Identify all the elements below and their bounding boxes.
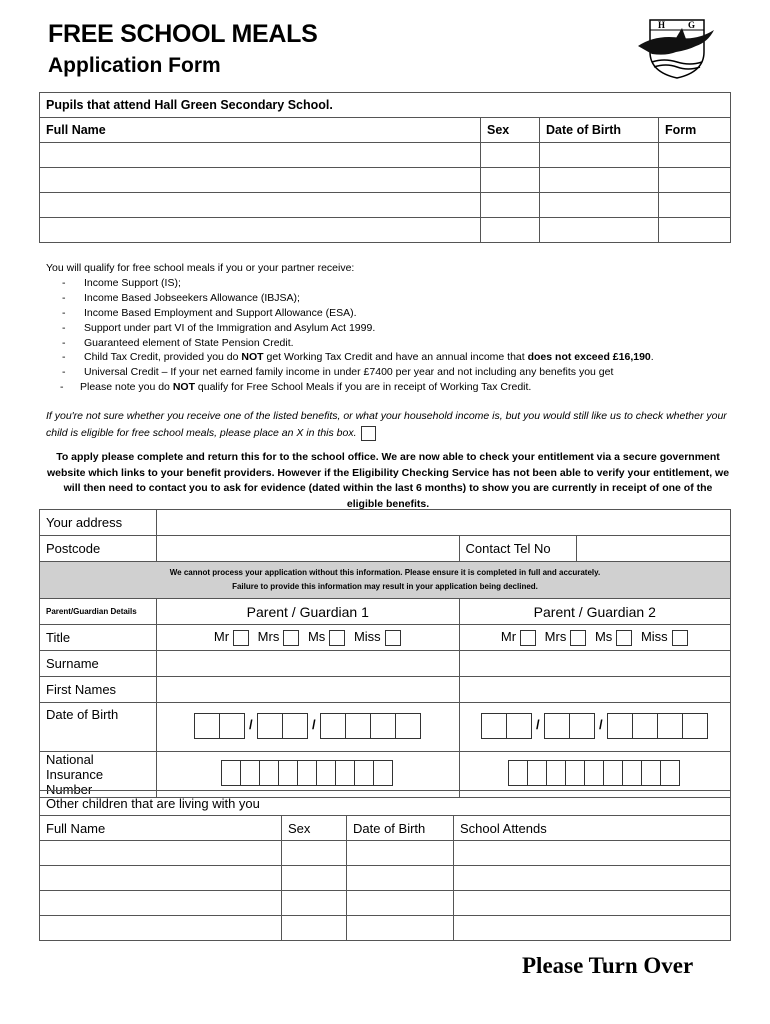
list-item: - Income Support (IS); (62, 276, 181, 289)
col-form: Form (659, 118, 731, 143)
pupil-dob-cell[interactable] (540, 193, 659, 218)
postcode-input[interactable] (157, 536, 460, 562)
table-row (40, 891, 731, 916)
pg1-dob-grid[interactable]: / / (195, 713, 421, 739)
child-dob-cell[interactable] (347, 916, 454, 941)
pg1-ni-grid[interactable] (222, 760, 393, 786)
pg2-ms-checkbox[interactable] (616, 630, 632, 646)
ni-label: National Insurance Number (40, 752, 157, 798)
table-row (40, 143, 731, 168)
pg1-mr-checkbox[interactable] (233, 630, 249, 646)
list-item: - Child Tax Credit, provided you do NOT get Working Tax Credit and have an annual income that does not exceed £16,190. (62, 351, 654, 364)
pg2-surname-input[interactable] (459, 651, 730, 677)
application-form-table (39, 509, 731, 798)
pupils-table (39, 92, 731, 243)
apply-instructions: To apply please complete and return this for to the school office. We are now able to check your entitlement via a secure government website which links to your benefit providers. However if the Eligibility Checking Service has not been able to verify your entitlement, we will then need to contact you to ask for evidence (dated within the last 6 months) to show you are currently in receipt of one of the eligible benefits. (46, 451, 730, 510)
pg-details-label: Parent/Guardian Details (40, 599, 157, 625)
child-sex-cell[interactable] (282, 916, 347, 941)
svg-text:G: G (688, 20, 696, 30)
pg2-mr-checkbox[interactable] (520, 630, 536, 646)
table-row (40, 193, 731, 218)
pg2-first-names-input[interactable] (459, 677, 730, 703)
child-school-cell[interactable] (454, 866, 731, 891)
title-label: Title (40, 625, 157, 651)
pupil-name-cell[interactable] (40, 143, 481, 168)
pg2-mrs-checkbox[interactable] (570, 630, 586, 646)
eligibility-checkbox[interactable] (361, 426, 376, 441)
form-subtitle: Application Form (48, 54, 221, 77)
pupil-form-cell[interactable] (659, 218, 731, 243)
benefits-list (46, 276, 736, 395)
child-col-school: School Attends (454, 816, 731, 841)
children-heading: Other children that are living with you (40, 791, 731, 816)
pg1-title-options: Mr Mrs Ms Miss (157, 625, 460, 651)
table-row (40, 841, 731, 866)
pg2-dob-grid[interactable]: / / (482, 713, 708, 739)
pupil-sex-cell[interactable] (481, 218, 540, 243)
child-name-cell[interactable] (40, 866, 282, 891)
pg1-heading: Parent / Guardian 1 (157, 599, 460, 625)
children-table (39, 790, 731, 941)
pupil-form-cell[interactable] (659, 143, 731, 168)
postcode-label: Postcode (40, 536, 157, 562)
pg1-dob-cell (157, 703, 460, 752)
list-item: - Support under part VI of the Immigration and Asylum Act 1999. (62, 321, 376, 334)
pg1-mrs-checkbox[interactable] (283, 630, 299, 646)
child-school-cell[interactable] (454, 841, 731, 866)
list-item: - Income Based Jobseekers Allowance (IBJSA); (62, 291, 300, 304)
contact-label: Contact Tel No (459, 536, 576, 562)
pupil-name-cell[interactable] (40, 193, 481, 218)
pupil-form-cell[interactable] (659, 168, 731, 193)
pupil-name-cell[interactable] (40, 218, 481, 243)
pupil-sex-cell[interactable] (481, 168, 540, 193)
child-name-cell[interactable] (40, 891, 282, 916)
col-full-name: Full Name (40, 118, 481, 143)
pupil-form-cell[interactable] (659, 193, 731, 218)
svg-text:H: H (658, 20, 666, 30)
pupil-sex-cell[interactable] (481, 143, 540, 168)
list-item: - Universal Credit – If your net earned family income in under £7400 per year and not including any benefits you get (62, 366, 614, 379)
pg2-dob-cell (459, 703, 730, 752)
list-item: - Income Based Employment and Support Allowance (ESA). (62, 306, 357, 319)
list-item: - Please note you do NOT qualify for Free School Meals if you are in receipt of Working Tax Credit. (60, 381, 532, 394)
table-row (40, 866, 731, 891)
table-row (40, 916, 731, 941)
contact-input[interactable] (576, 536, 730, 562)
surname-label: Surname (40, 651, 157, 677)
pg2-title-options: Mr Mrs Ms Miss (459, 625, 730, 651)
child-dob-cell[interactable] (347, 841, 454, 866)
child-col-sex: Sex (282, 816, 347, 841)
pg2-miss-checkbox[interactable] (672, 630, 688, 646)
child-dob-cell[interactable] (347, 891, 454, 916)
pupil-name-cell[interactable] (40, 168, 481, 193)
child-sex-cell[interactable] (282, 891, 347, 916)
col-sex: Sex (481, 118, 540, 143)
address-label: Your address (40, 510, 157, 536)
please-turn-over: Please Turn Over (522, 953, 694, 978)
child-sex-cell[interactable] (282, 866, 347, 891)
pg1-miss-checkbox[interactable] (385, 630, 401, 646)
child-name-cell[interactable] (40, 916, 282, 941)
child-school-cell[interactable] (454, 916, 731, 941)
pupil-dob-cell[interactable] (540, 168, 659, 193)
child-name-cell[interactable] (40, 841, 282, 866)
pg1-ms-checkbox[interactable] (329, 630, 345, 646)
child-col-dob: Date of Birth (347, 816, 454, 841)
eligibility-check-text: If you're not sure whether you receive one of the listed benefits, or what your household income is, but you would still like us to check whether your child is eligible for free school meals, please place an X in this box. (46, 410, 727, 439)
child-dob-cell[interactable] (347, 866, 454, 891)
dob-label: Date of Birth (40, 703, 157, 752)
table-row (40, 218, 731, 243)
benefits-intro: You will qualify for free school meals if you or your partner receive: (46, 262, 355, 274)
school-crest-logo (636, 16, 718, 80)
pupil-sex-cell[interactable] (481, 193, 540, 218)
first-names-label: First Names (40, 677, 157, 703)
address-input[interactable] (157, 510, 731, 536)
warning-banner: We cannot process your application without this information. Please ensure it is completed in full and accurately. Failure to provide this information may result in your application being declined. (40, 562, 731, 599)
pupils-heading: Pupils that attend Hall Green Secondary School. (40, 93, 731, 118)
benefits-section (46, 261, 736, 395)
pg1-first-names-input[interactable] (157, 677, 460, 703)
child-school-cell[interactable] (454, 891, 731, 916)
pupil-dob-cell[interactable] (540, 143, 659, 168)
pupil-dob-cell[interactable] (540, 218, 659, 243)
form-title: FREE SCHOOL MEALS (48, 20, 318, 48)
child-sex-cell[interactable] (282, 841, 347, 866)
col-dob: Date of Birth (540, 118, 659, 143)
pg2-heading: Parent / Guardian 2 (459, 599, 730, 625)
pg2-ni-grid[interactable] (509, 760, 680, 786)
pg1-surname-input[interactable] (157, 651, 460, 677)
list-item: - Guaranteed element of State Pension Credit. (62, 336, 294, 349)
child-col-full-name: Full Name (40, 816, 282, 841)
table-row (40, 168, 731, 193)
